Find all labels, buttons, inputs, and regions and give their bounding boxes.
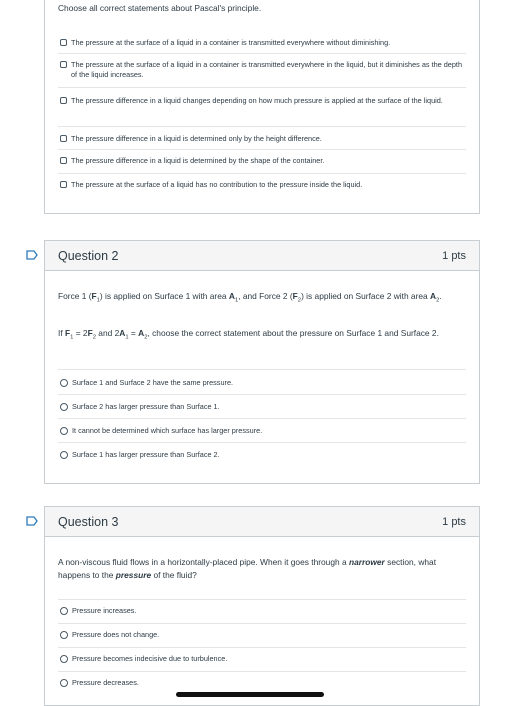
question-3-points: 1 pts: [442, 515, 466, 528]
divider: [58, 599, 466, 600]
radio-icon[interactable]: [60, 631, 68, 639]
question-3-text: A non-viscous fluid flows in a horizontally-placed pipe. When it goes through a narrower section, what happens to the pressure of the fluid?: [58, 557, 437, 580]
q2-option-2-label: Surface 2 has larger pressure than Surface 1.: [72, 402, 220, 411]
checkbox-icon[interactable]: [60, 97, 67, 104]
question-2-card: [44, 240, 480, 484]
q2-option-1-label: Surface 1 and Surface 2 have the same pressure.: [72, 378, 234, 387]
q1-option-2-label: The pressure at the surface of a liquid in a container is transmitted everywhere in the liquid, but it diminishes as the depth of the liquid increases.: [71, 60, 462, 79]
divider: [58, 87, 466, 88]
q1-option-5[interactable]: [60, 156, 467, 166]
q1-option-3[interactable]: [60, 96, 467, 106]
q3-option-2[interactable]: [60, 630, 467, 640]
flag-question-icon[interactable]: [26, 250, 38, 260]
flag-question-icon[interactable]: [26, 516, 38, 526]
question-2-title: Question 2: [58, 248, 119, 263]
radio-icon[interactable]: [60, 403, 68, 411]
q2-option-4-label: Surface 1 has larger pressure than Surface 2.: [72, 450, 220, 459]
radio-icon[interactable]: [60, 427, 68, 435]
q1-option-4[interactable]: [60, 134, 467, 144]
divider: [58, 173, 466, 174]
q3-option-2-label: Pressure does not change.: [72, 630, 160, 639]
q2-option-4[interactable]: [60, 450, 467, 460]
divider: [58, 442, 466, 443]
q3-option-3-label: Pressure becomes indecisive due to turbulence.: [72, 654, 228, 663]
radio-icon[interactable]: [60, 607, 68, 615]
question-2-header: [45, 241, 479, 271]
divider: [58, 149, 466, 150]
q1-option-1-label: The pressure at the surface of a liquid in a container is transmitted everywhere without diminishing.: [71, 38, 391, 47]
divider: [58, 394, 466, 395]
question-1-prompt: Choose all correct statements about Pascal's principle.: [58, 3, 262, 13]
q1-option-2[interactable]: [60, 60, 467, 80]
q2-option-3[interactable]: [60, 426, 467, 436]
q3-option-4-label: Pressure decreases.: [72, 678, 139, 687]
q2-option-1[interactable]: [60, 378, 467, 388]
radio-icon[interactable]: [60, 379, 68, 387]
home-indicator[interactable]: [176, 692, 324, 697]
divider: [58, 53, 466, 54]
radio-icon[interactable]: [60, 451, 68, 459]
checkbox-icon[interactable]: [60, 181, 67, 188]
checkbox-icon[interactable]: [60, 157, 67, 164]
q3-option-1-label: Pressure increases.: [72, 606, 137, 615]
divider: [58, 418, 466, 419]
q2-option-3-label: It cannot be determined which surface has larger pressure.: [72, 426, 263, 435]
radio-icon[interactable]: [60, 679, 68, 687]
q1-option-3-label: The pressure difference in a liquid changes depending on how much pressure is applied at the surface of the liquid.: [71, 96, 443, 105]
q3-option-1[interactable]: [60, 606, 467, 616]
divider: [58, 623, 466, 624]
q3-option-4[interactable]: [60, 678, 467, 688]
radio-icon[interactable]: [60, 655, 68, 663]
question-2-text: Force 1 $(F_1)$ is applied on Surface 1 with area $A_1$, and Force 2 $(F_2)$ is applied on Surface 2 with area $A_2$.: [58, 291, 442, 304]
divider: [58, 647, 466, 648]
divider: [58, 369, 466, 370]
question-3-header: [45, 507, 479, 537]
question-2-points: 1 pts: [442, 249, 466, 262]
checkbox-icon[interactable]: [60, 61, 67, 68]
q1-option-5-label: The pressure difference in a liquid is determined by the shape of the container.: [71, 156, 325, 165]
question-2-condition: If $F_1 = 2F_2$ and $2A_1 = A_2$, choose the correct statement about the pressure on Surface 1 and Surface 2.: [58, 328, 439, 341]
q2-option-2[interactable]: [60, 402, 467, 412]
q1-option-4-label: The pressure difference in a liquid is determined only by the height difference.: [71, 134, 322, 143]
question-3-title: Question 3: [58, 514, 119, 529]
question-1-card: [44, 0, 480, 214]
divider: [58, 126, 466, 127]
question-3-card: [44, 506, 480, 706]
checkbox-icon[interactable]: [60, 39, 67, 46]
q1-option-1[interactable]: [60, 38, 467, 48]
checkbox-icon[interactable]: [60, 135, 67, 142]
q1-option-6-label: The pressure at the surface of a liquid has no contribution to the pressure inside the liquid.: [71, 180, 363, 189]
q1-option-6[interactable]: [60, 180, 467, 190]
divider: [58, 671, 466, 672]
q3-option-3[interactable]: [60, 654, 467, 664]
